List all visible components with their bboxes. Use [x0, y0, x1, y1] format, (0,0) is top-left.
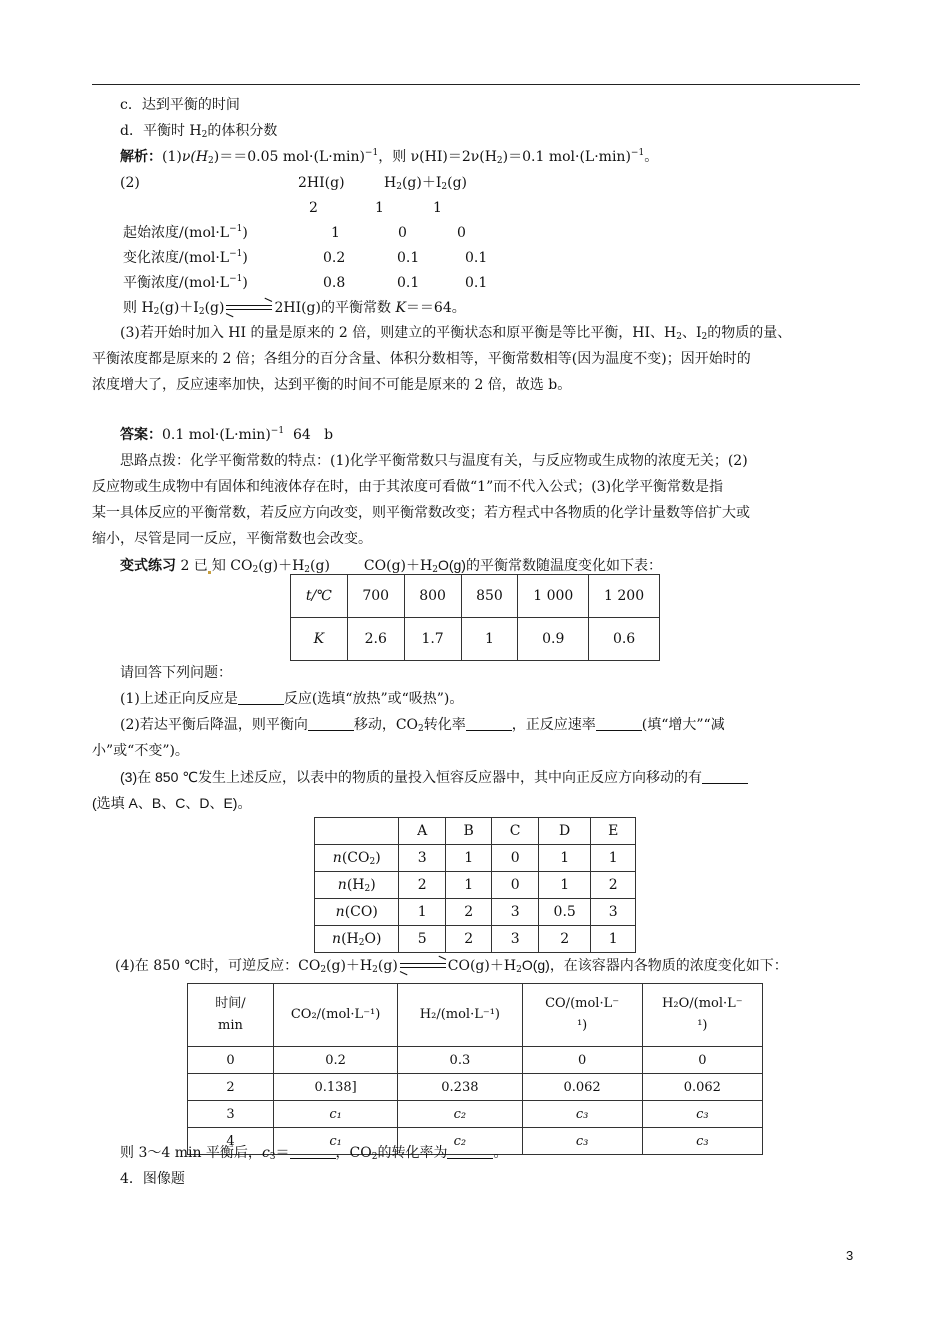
text: (g)＋I	[159, 300, 199, 316]
text: ＝	[275, 1145, 290, 1161]
coef-h2: 1	[375, 200, 384, 216]
table-cell: 700	[347, 575, 404, 618]
row-change-h2: 0.1	[397, 250, 420, 266]
text: ，CO	[335, 1145, 372, 1161]
table-cell: 1.7	[404, 618, 461, 661]
answer-blank[interactable]	[596, 716, 642, 731]
text: )	[242, 250, 248, 266]
analysis-part3-line1: (3)若开始时加入 HI 的量是原来的 2 倍，则建立的平衡状态和原平衡是等比平衡，HI、$H_2$、$I_2$的物质的量、	[120, 325, 792, 342]
table-cell: 2.6	[347, 618, 404, 661]
table-row	[188, 1047, 763, 1074]
subscript: 2	[358, 938, 365, 948]
text: (1)	[162, 149, 182, 165]
text: (4)在 850 ℃时，可逆反应：CO	[115, 958, 321, 974]
text: 0.1 mol·(L·min)	[162, 427, 271, 443]
table-cell: c₁	[273, 1101, 397, 1128]
text: 64 b	[284, 427, 334, 443]
row-equilibrium-hi: 0.8	[323, 275, 346, 291]
section-heading: 4．图像题	[120, 1171, 185, 1187]
table-cell: 0	[642, 1047, 762, 1074]
table-cell	[315, 926, 399, 953]
table-cell: D	[538, 818, 591, 845]
table-cell	[522, 984, 642, 1047]
subscript: 2	[371, 1152, 378, 1162]
table-cell: 1	[461, 618, 518, 661]
table-cell: A	[399, 818, 445, 845]
text: )＝＝0.05 mol·(L·min)	[213, 149, 365, 165]
superscript: −1	[229, 224, 243, 234]
table-cell	[315, 818, 399, 845]
table-cell: 1	[399, 899, 445, 926]
text: H₂/(mol·L⁻¹)	[419, 1007, 500, 1022]
equilibrium-arrow-icon	[226, 303, 272, 313]
table-cell: 1	[591, 926, 636, 953]
table-cell: 3	[492, 926, 538, 953]
table-cell: c₃	[642, 1128, 762, 1155]
exercise-label: 变式练习	[120, 558, 176, 574]
subscript: 2	[369, 857, 376, 867]
text: K	[395, 300, 406, 316]
table-cell: 0	[492, 872, 538, 899]
table-cell	[315, 899, 399, 926]
text: (1)上述正向反应是	[120, 691, 238, 707]
analysis-part1: 解析：$(1)\nu(H_2)==0.05$ $mol\cdot(L\cdot\min)^{-1}$，则 $\nu(HI)=2\nu(H_2)=0.1$ $mol\cdot(L\cdot\min)^{-1}$。	[120, 148, 659, 166]
table-row	[315, 845, 636, 872]
row-change-i2: 0.1	[465, 250, 488, 266]
text: 则 3～4 min 平衡后，	[120, 1145, 262, 1161]
reaction-left: 2HI(g)	[298, 175, 345, 191]
table-cell: 1	[445, 872, 491, 899]
row-initial-hi: 1	[331, 225, 340, 241]
table-cell: 0.3	[398, 1047, 522, 1074]
table-cell: 0.062	[642, 1074, 762, 1101]
row-equilibrium-i2: 0.1	[465, 275, 488, 291]
text: H	[384, 175, 397, 191]
option-c: c．达到平衡的时间	[120, 97, 240, 113]
marker-icon	[208, 571, 211, 574]
table-cell: 2	[445, 926, 491, 953]
table-row	[315, 872, 636, 899]
table-cell: 1	[538, 845, 591, 872]
table-cell	[642, 984, 762, 1047]
table-cell: 1	[445, 845, 491, 872]
text: (g)＋H	[326, 958, 373, 974]
table-cell: 3	[399, 845, 445, 872]
text: 移动，CO	[353, 717, 419, 733]
text: 。	[644, 149, 659, 165]
tip-line2: 反应物或生成物中有固体和纯液体存在时，由于其浓度可看做“1”而不代入公式；(3)化学平衡常数是指	[92, 479, 724, 495]
text: (g)	[310, 558, 330, 574]
analysis-part3-line3: 浓度增大了，反应速率加快，达到平衡的时间不可能是原来的 2 倍，故选 b。	[92, 377, 572, 393]
table-cell: 0.062	[522, 1074, 642, 1101]
table-cell: 800	[404, 575, 461, 618]
table-row	[188, 984, 763, 1047]
text: 则 H	[123, 300, 154, 316]
superscript: −1	[364, 148, 379, 158]
row-equilibrium-label	[123, 273, 248, 293]
row-change-hi: 0.2	[323, 250, 346, 266]
text: ¹)	[576, 1018, 588, 1033]
text: ，则 ν(HI)＝2ν(H	[378, 149, 497, 165]
table-cell: 1	[538, 872, 591, 899]
tip-line3: 某一具体反应的平衡常数，若反应方向改变，则平衡常数改变；若方程式中各物质的化学计量数等倍扩大或	[92, 505, 750, 521]
text: (CO	[341, 850, 370, 866]
answer-label: 答案：	[120, 427, 162, 443]
text: 起始浓度/(mol·L	[123, 225, 230, 241]
text: (H	[346, 877, 365, 893]
equilibrium-arrow-icon	[400, 961, 446, 971]
text: (g)＋I	[401, 175, 442, 191]
tip-line1: 思路点拨：化学平衡常数的特点：(1)化学平衡常数只与温度有关，与反应物或生成物的浓度无关；(2)	[120, 453, 748, 469]
analysis-part3-line2: 平衡浓度都是原来的 2 倍；各组分的百分含量、体积分数相等，平衡常数相等(因为温度不变)；因开始时的	[92, 351, 751, 367]
table-cell: 4	[188, 1128, 274, 1155]
subscript: 2	[201, 130, 208, 140]
text: 反应(选填“放热”或“吸热”)。	[283, 691, 464, 707]
table-cell: 0.2	[273, 1047, 397, 1074]
table-cell: c₃	[642, 1101, 762, 1128]
table-cell: K	[291, 618, 348, 661]
text: (2)若达平衡后降温，则平衡向	[120, 717, 308, 733]
row-initial-label	[123, 223, 248, 243]
table-row	[315, 899, 636, 926]
concentration-table	[187, 983, 763, 1155]
table-cell: c₁	[273, 1128, 397, 1155]
amount-table	[314, 817, 636, 953]
text: CO(g)＋H	[447, 958, 517, 974]
table-cell: 0	[188, 1047, 274, 1074]
table-cell: 2	[399, 872, 445, 899]
question-4: (4)在 850 ℃时，可逆反应：$CO_2(g)+H_2(g)$ $CO(g)+H_2O(g)$，在该容器内各物质的浓度变化如下：	[115, 957, 788, 975]
table-cell: 1 000	[518, 575, 589, 618]
table-cell	[188, 984, 274, 1047]
table-cell: c₂	[398, 1128, 522, 1155]
table-row	[188, 1101, 763, 1128]
superscript: −1	[229, 249, 243, 259]
text: 时间/	[215, 996, 246, 1011]
text: 变化浓度/(mol·L	[123, 250, 230, 266]
option-d-text: d．平衡时 H	[120, 123, 202, 139]
text: 的物质的量、	[707, 325, 792, 341]
coef-hi: 2	[309, 200, 318, 216]
option-d	[120, 121, 277, 141]
question-1	[120, 689, 463, 709]
table-cell: 0.138]	[273, 1074, 397, 1101]
k-temperature-table	[290, 574, 660, 661]
table-cell	[315, 845, 399, 872]
text: 的平衡常数随温度变化如下表：	[465, 558, 662, 574]
table-cell: 0	[522, 1047, 642, 1074]
analysis-label: 解析：	[120, 149, 162, 165]
question-2: (2)若达平衡后降温，则平衡向 移动，$CO_2$转化率 ，正反应速率 (填“增大”“减	[120, 717, 725, 734]
table-cell: 5	[399, 926, 445, 953]
text: (g)	[447, 175, 467, 191]
reaction-right: $H_2(g)+I_2(g)$	[384, 175, 467, 192]
text: 转化率	[423, 717, 466, 733]
text: )	[375, 850, 381, 866]
text: 知 CO	[211, 558, 253, 574]
table-row	[315, 926, 636, 953]
table-cell: 3	[591, 899, 636, 926]
option-d-suffix: 的体积分数	[207, 123, 278, 139]
text: min	[218, 1018, 243, 1033]
table-cell: 0.6	[589, 618, 660, 661]
question-3-cont: (选填 A、B、C、D、E)。	[92, 795, 252, 811]
text: (填“增大”“减	[641, 717, 725, 733]
text: (g)	[204, 300, 225, 316]
text: 、I	[681, 325, 702, 341]
answer-blank[interactable]	[702, 769, 748, 784]
exercise-intro: 变式练习 2 已 知 $CO_2(g)+H_2(g)$ $CO(g)+H_2O(g)$的平衡常数随温度变化如下表：	[120, 557, 662, 575]
table-cell: 0.238	[398, 1074, 522, 1101]
row-equilibrium-h2: 0.1	[397, 275, 420, 291]
text: ，正反应速率	[511, 717, 596, 733]
table-row	[291, 575, 660, 618]
tip-line4: 缩小，尽管是同一反应，平衡常数也会改变。	[92, 531, 372, 547]
text: n	[332, 931, 342, 947]
text: (g)	[377, 958, 398, 974]
text: 的转化率为	[377, 1145, 448, 1161]
text: CO/(mol·L⁻	[545, 996, 620, 1011]
table-cell: 0	[492, 845, 538, 872]
superscript: −1	[229, 274, 243, 284]
analysis-part2-label: (2)	[120, 175, 140, 191]
table-cell: 2	[188, 1074, 274, 1101]
text: CO₂/(mol·L⁻¹)	[290, 1007, 381, 1022]
table-cell: 1	[591, 845, 636, 872]
table-cell: t/℃	[291, 575, 348, 618]
text: CO(g)＋H	[363, 558, 433, 574]
table-cell	[273, 984, 397, 1047]
subscript: 2	[364, 884, 371, 894]
text: (g)＋H	[258, 558, 305, 574]
text: )	[242, 275, 248, 291]
text: 2 已	[176, 558, 208, 574]
text: )	[242, 225, 248, 241]
text: n	[335, 904, 345, 920]
k-constant-line: 则 $H_2(g)+I_2(g)$ 2HI(g)的平衡常数 K＝＝64。	[123, 298, 466, 318]
table-cell: c₃	[522, 1128, 642, 1155]
text: 。	[493, 1145, 508, 1161]
text: ν(H	[181, 149, 209, 165]
table-cell: 0.5	[538, 899, 591, 926]
table-cell: 3	[188, 1101, 274, 1128]
text: ＝＝64。	[405, 300, 466, 316]
text: ，在该容器内各物质的浓度变化如下：	[549, 958, 788, 974]
table-cell: 3	[492, 899, 538, 926]
text: O(g)	[521, 957, 550, 973]
text: n	[332, 850, 342, 866]
text: (H	[341, 931, 359, 947]
row-initial-i2: 0	[457, 225, 466, 241]
header-rule	[92, 84, 860, 85]
superscript: −1	[270, 426, 285, 436]
table-cell: 2	[445, 899, 491, 926]
row-initial-h2: 0	[398, 225, 407, 241]
text: )	[370, 877, 376, 893]
table-cell: B	[445, 818, 491, 845]
answer-line	[120, 425, 333, 445]
questions-intro: 请回答下列问题：	[120, 665, 232, 681]
row-change-label	[123, 248, 248, 268]
table-cell: 850	[461, 575, 518, 618]
page-number: 3	[846, 1248, 854, 1263]
table-cell: 1 200	[589, 575, 660, 618]
table-row	[291, 618, 660, 661]
table-row	[188, 1074, 763, 1101]
table-cell: 0.9	[518, 618, 589, 661]
table-cell: E	[591, 818, 636, 845]
text: (3)若开始时加入 HI 的量是原来的 2 倍，则建立的平衡状态和原平衡是等比平衡，HI、H	[120, 325, 677, 341]
superscript: −1	[630, 148, 645, 158]
coef-i2: 1	[433, 200, 442, 216]
table-cell: C	[492, 818, 538, 845]
table-cell: 2	[591, 872, 636, 899]
text: 2HI(g)的平衡常数	[274, 300, 396, 316]
answer-blank[interactable]	[238, 690, 284, 705]
text: )＝0.1 mol·(L·min)	[502, 149, 631, 165]
text: )	[372, 904, 378, 920]
text: (CO	[344, 904, 373, 920]
text: O(g)	[437, 557, 466, 573]
text: ¹)	[697, 1018, 708, 1033]
text: H₂O/(mol·L⁻	[662, 996, 743, 1011]
text: n	[337, 877, 347, 893]
final-question	[120, 1143, 507, 1163]
text: 平衡浓度/(mol·L	[123, 275, 230, 291]
question-2-cont: 小”或“不变”)。	[92, 743, 189, 759]
text: O)	[364, 931, 382, 947]
subscript: 3	[269, 1152, 276, 1162]
table-cell: 2	[538, 926, 591, 953]
table-cell	[398, 984, 522, 1047]
text: (3)在 850 ℃发生上述反应，以表中的物质的量投入恒容反应器中，其中向正反应方向移动的有	[120, 769, 702, 785]
table-cell	[315, 872, 399, 899]
text: c	[261, 1145, 270, 1161]
answer-blank[interactable]	[447, 1144, 493, 1159]
answer-blank[interactable]	[290, 1144, 336, 1159]
table-cell: c₃	[522, 1101, 642, 1128]
question-3	[120, 767, 748, 787]
table-row	[315, 818, 636, 845]
table-cell: c₂	[398, 1101, 522, 1128]
answer-blank[interactable]	[466, 716, 512, 731]
answer-blank[interactable]	[308, 716, 354, 731]
